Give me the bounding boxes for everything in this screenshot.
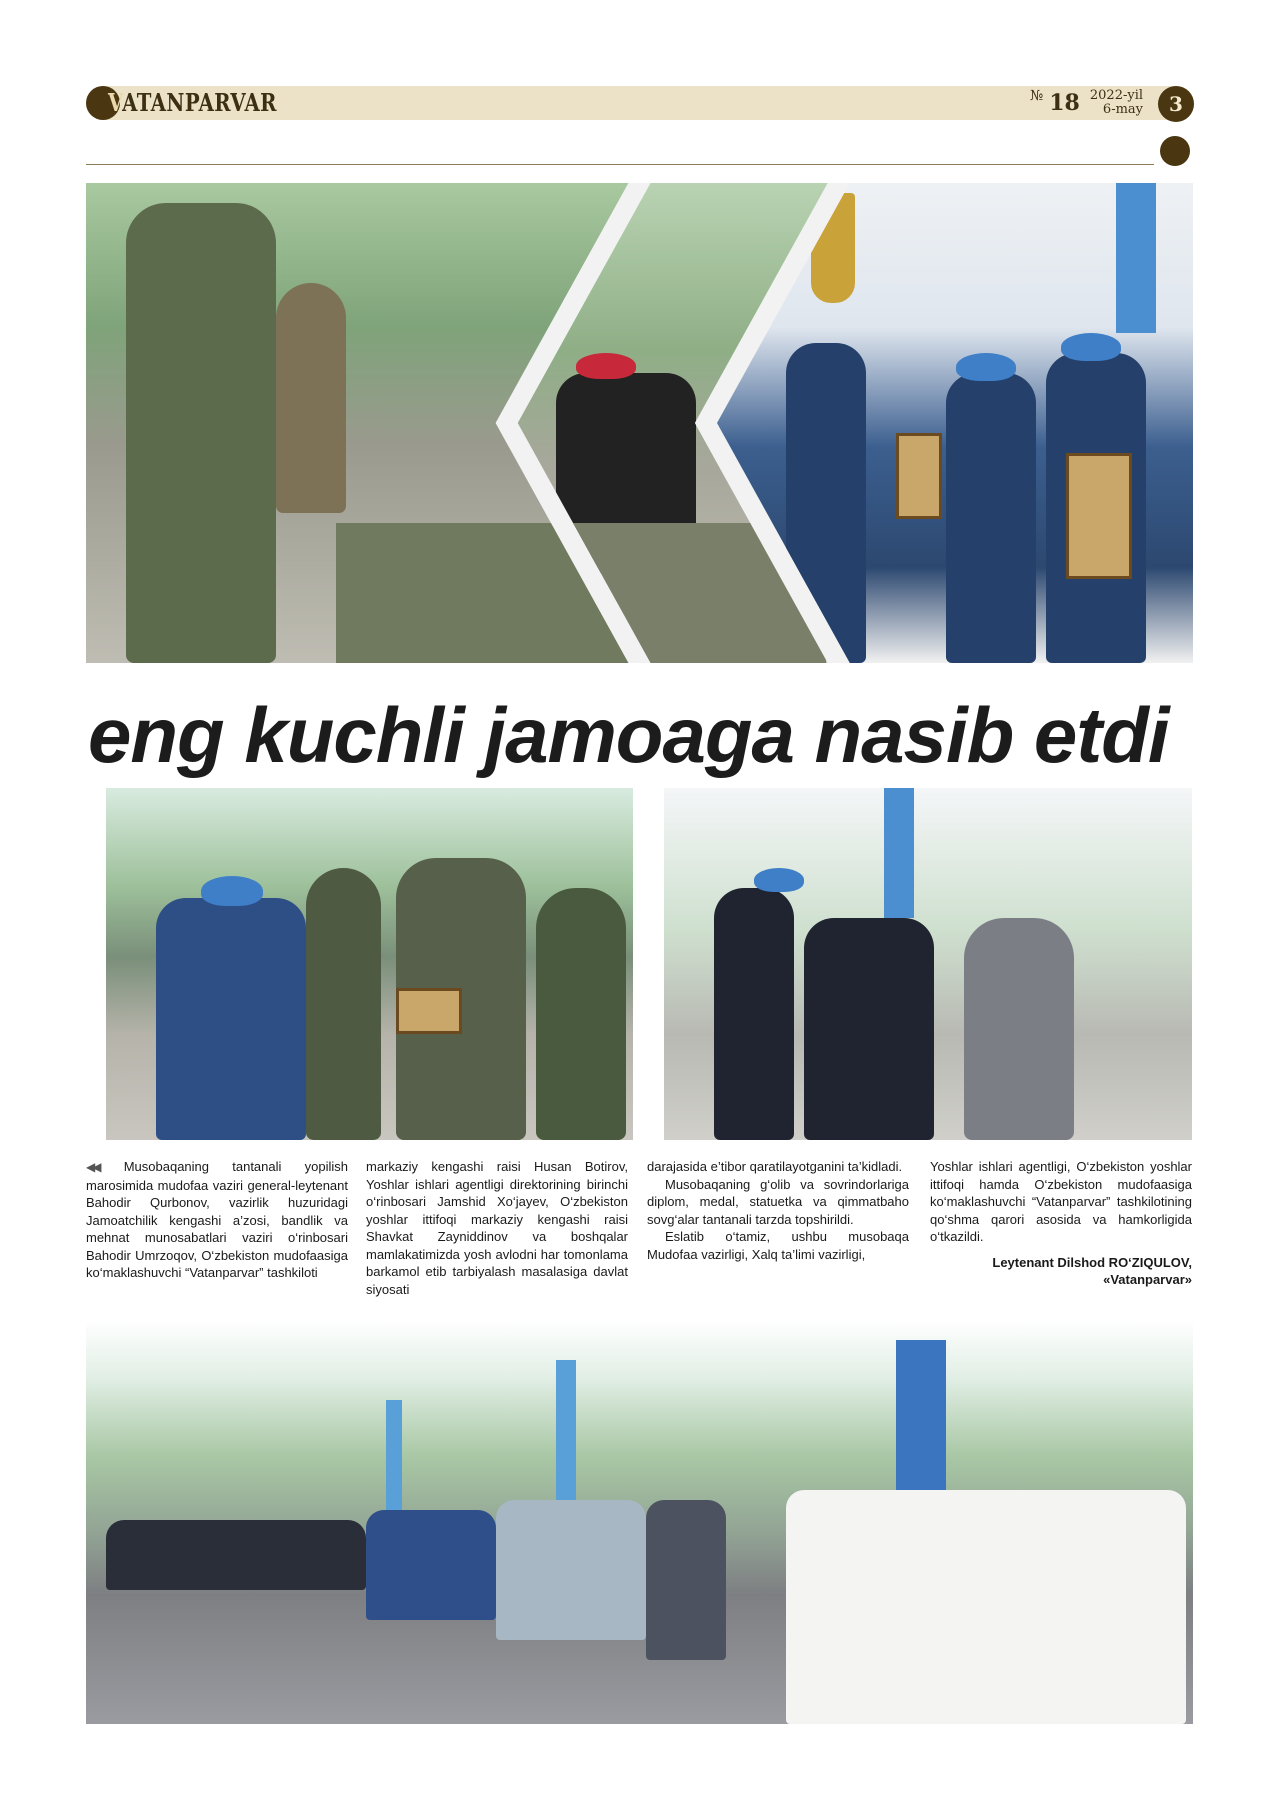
article-paragraph: Yoshlar ishlari agentligi, O‘zbekiston yoshlar ittifoqi hamda O‘zbekiston mudofaasiga ko‘maklashuvchi “Vatanparvar” tashkilotining qo‘shma qarori asosida va hamkorligida o‘tkazildi. xyxy=(930,1159,1192,1244)
header-rule xyxy=(86,164,1154,165)
article-column-4 xyxy=(930,1158,1192,1289)
blue-beret xyxy=(754,868,804,892)
article-column-3 xyxy=(647,1158,909,1263)
cameraman-figure xyxy=(276,283,346,513)
article-text: Musobaqaning tantanali yopilish marosimida mudofaa vaziri general-leytenant Bahodir Qurbonov, vazirlik huzuridagi Jamoatchilik kengashi a’zosi, bandlik va mehnat munosabatlari vaziri o‘rinbosari Bahodir Umrzoqov, O‘zbekiston mudofaasiga ko‘maklashuvchi “Vatanparvar” tashkiloti xyxy=(86,1159,348,1280)
article-column-2 xyxy=(366,1158,628,1298)
blue-beret xyxy=(1061,333,1121,361)
article-paragraph: Musobaqaning g‘olib va sovrindorlariga diplom, medal, statuetka va qimmatbaho sovg‘alar tantanali tarzda topshirildi. xyxy=(647,1176,909,1227)
bullet-arrows-icon: ◀◀ xyxy=(86,1160,99,1174)
soldier-figure xyxy=(126,203,276,663)
cadet-figure xyxy=(646,1500,726,1660)
photo-award-handshake xyxy=(106,788,633,1140)
red-beret xyxy=(576,353,636,379)
cadet-figure xyxy=(156,898,306,1140)
cadet-figure xyxy=(804,918,934,1140)
logo-first-letter: V xyxy=(108,88,123,117)
issue-date xyxy=(1090,89,1143,117)
headline: eng kuchli jamoaga nasib etdi xyxy=(88,691,1169,779)
flag xyxy=(556,1360,576,1500)
blue-beret xyxy=(201,876,263,906)
award-frame xyxy=(396,988,462,1034)
cadets-white-uniform xyxy=(786,1490,1186,1724)
article-paragraph xyxy=(86,1158,348,1282)
photo-medal-ceremony xyxy=(664,788,1192,1140)
newspaper-logo xyxy=(108,88,277,117)
winner-figure xyxy=(946,373,1036,663)
article-column-1 xyxy=(86,1158,348,1282)
photo-parade-formation xyxy=(86,1320,1193,1724)
article-paragraph: Eslatib o‘tamiz, ushbu musobaqa Mudofaa vazirligi, Xalq ta’limi vazirligi, xyxy=(647,1229,909,1262)
rule-dot xyxy=(1160,136,1190,166)
byline xyxy=(930,1254,1192,1289)
officer-figure xyxy=(536,888,626,1140)
issue-day: 6-may xyxy=(1102,102,1144,117)
cadet-row xyxy=(106,1520,366,1590)
article-paragraph: markaziy kengashi raisi Husan Botirov, Yoshlar ishlari agentligi direktorining birinchi o‘rinbosari Jamshid Xo‘jayev, O‘zbekiston yoshlar ittifoqi markaziy kengashi raisi Shavkat Zayniddinov va boshqalar mamlakatimizda yosh avlodni har tomonlama barkamol etib tarbiyalash masalasiga davlat siyosati xyxy=(366,1159,628,1297)
flag xyxy=(884,788,914,918)
author-name: Leytenant Dilshod RO‘ZIQULOV, xyxy=(992,1254,1192,1270)
issue-year: 2022-yil xyxy=(1089,88,1144,103)
logo-rest: ATANPARVAR xyxy=(122,88,277,117)
flag xyxy=(1116,183,1156,333)
cadet-figure xyxy=(714,888,794,1140)
issue-sign: № xyxy=(1030,88,1044,104)
cadet-row xyxy=(366,1510,496,1620)
page-number: 3 xyxy=(1158,86,1194,122)
diploma-frame xyxy=(896,433,942,519)
publication-name: «Vatanparvar» xyxy=(1103,1272,1192,1287)
top-photo-collage xyxy=(86,183,1193,663)
article-paragraph: darajasida e’tibor qaratilayotganini ta’kidladi. xyxy=(647,1159,903,1174)
official-figure xyxy=(964,918,1074,1140)
honor-guard-figure xyxy=(306,868,381,1140)
trophy xyxy=(811,193,855,303)
flag xyxy=(386,1400,402,1510)
diploma-frame xyxy=(1066,453,1132,579)
issue-number: 18 xyxy=(1049,90,1080,116)
blue-beret xyxy=(956,353,1016,381)
issue-info xyxy=(1030,86,1143,120)
cadet-row xyxy=(496,1500,646,1640)
